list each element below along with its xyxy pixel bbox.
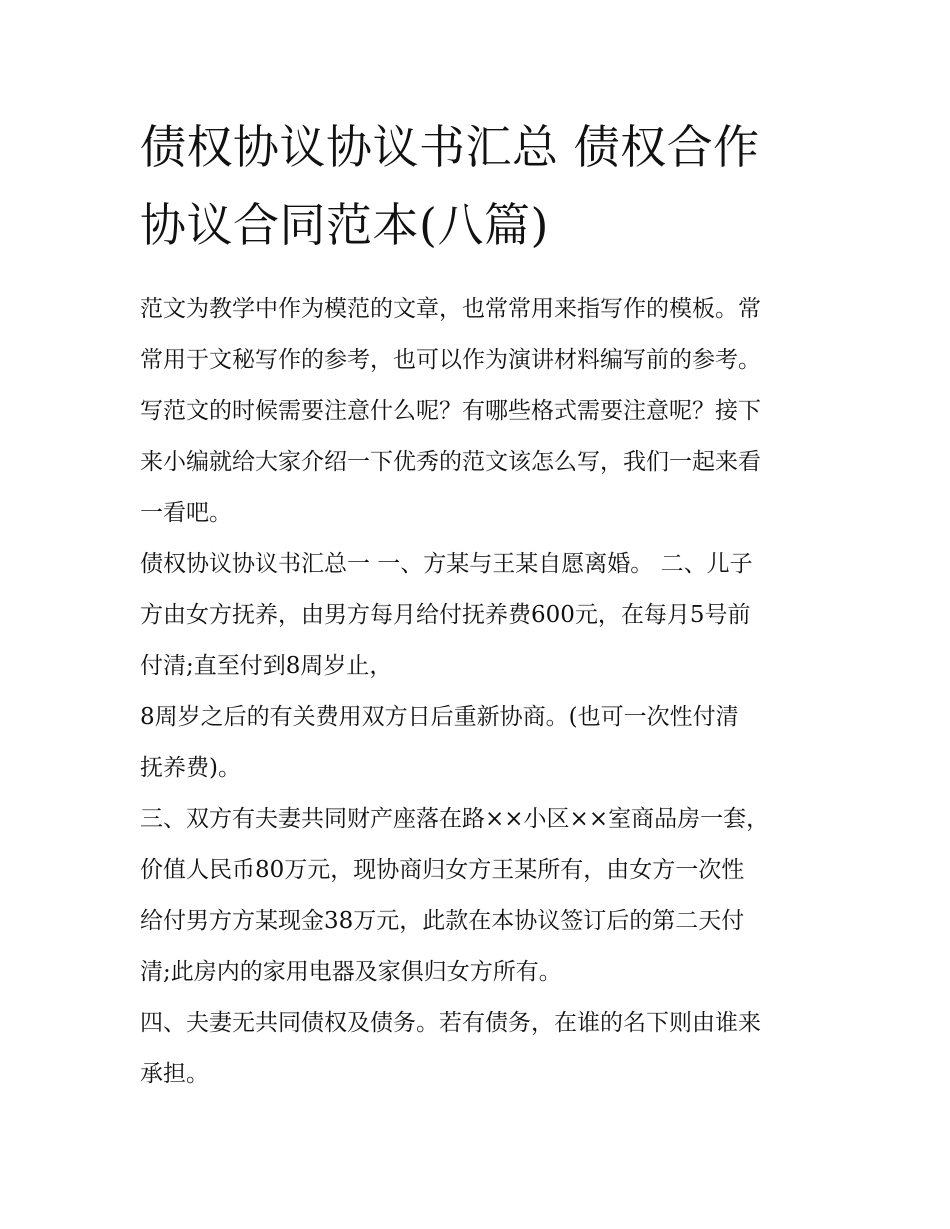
text-line: 来小编就给大家介绍一下优秀的范文该怎么写，我们一起来看 — [140, 449, 761, 475]
text-line: 付清;直至付到8周岁止， — [140, 653, 393, 679]
text-line: 价值人民币80万元，现协商归女方王某所有，由女方一次性 — [140, 857, 745, 883]
text-line: 常用于文秘写作的参考，也可以作为演讲材料编写前的参考。 — [140, 347, 761, 373]
text-line: 写范文的时候需要注意什么呢？有哪些格式需要注意呢？接下 — [140, 398, 761, 424]
text-line: 四、夫妻无共同债权及债务。若有债务，在谁的名下则由谁来 — [140, 1010, 761, 1036]
text-line: 抚养费)。 — [140, 755, 241, 781]
document-title — [140, 108, 815, 264]
text-line: 方由女方抚养，由男方每月给付抚养费600元，在每月5号前 — [140, 602, 751, 628]
text-line: 承担。 — [140, 1061, 209, 1087]
text-line: 一看吧。 — [140, 500, 232, 526]
text-line: 范文为教学中作为模范的文章，也常常用来指写作的模板。常 — [140, 296, 761, 322]
text-line: 债权协议协议书汇总一 一、方某与王某自愿离婚。 二、儿子 — [140, 551, 753, 577]
text-line: 清;此房内的家用电器及家俱归女方所有。 — [140, 959, 562, 985]
document-body — [140, 284, 815, 1100]
title-line: 协议合同范本(八篇) — [140, 198, 549, 252]
title-line: 债权协议协议书汇总 债权合作 — [140, 120, 760, 174]
text-line: 8周岁之后的有关费用双方日后重新协商。(也可一次性付清 — [140, 704, 739, 730]
text-line: 三、双方有夫妻共同财产座落在路××小区××室商品房一套， — [140, 806, 770, 832]
document-page — [140, 108, 815, 1100]
text-line: 给付男方方某现金38万元，此款在本协议签订后的第二天付 — [140, 908, 745, 934]
